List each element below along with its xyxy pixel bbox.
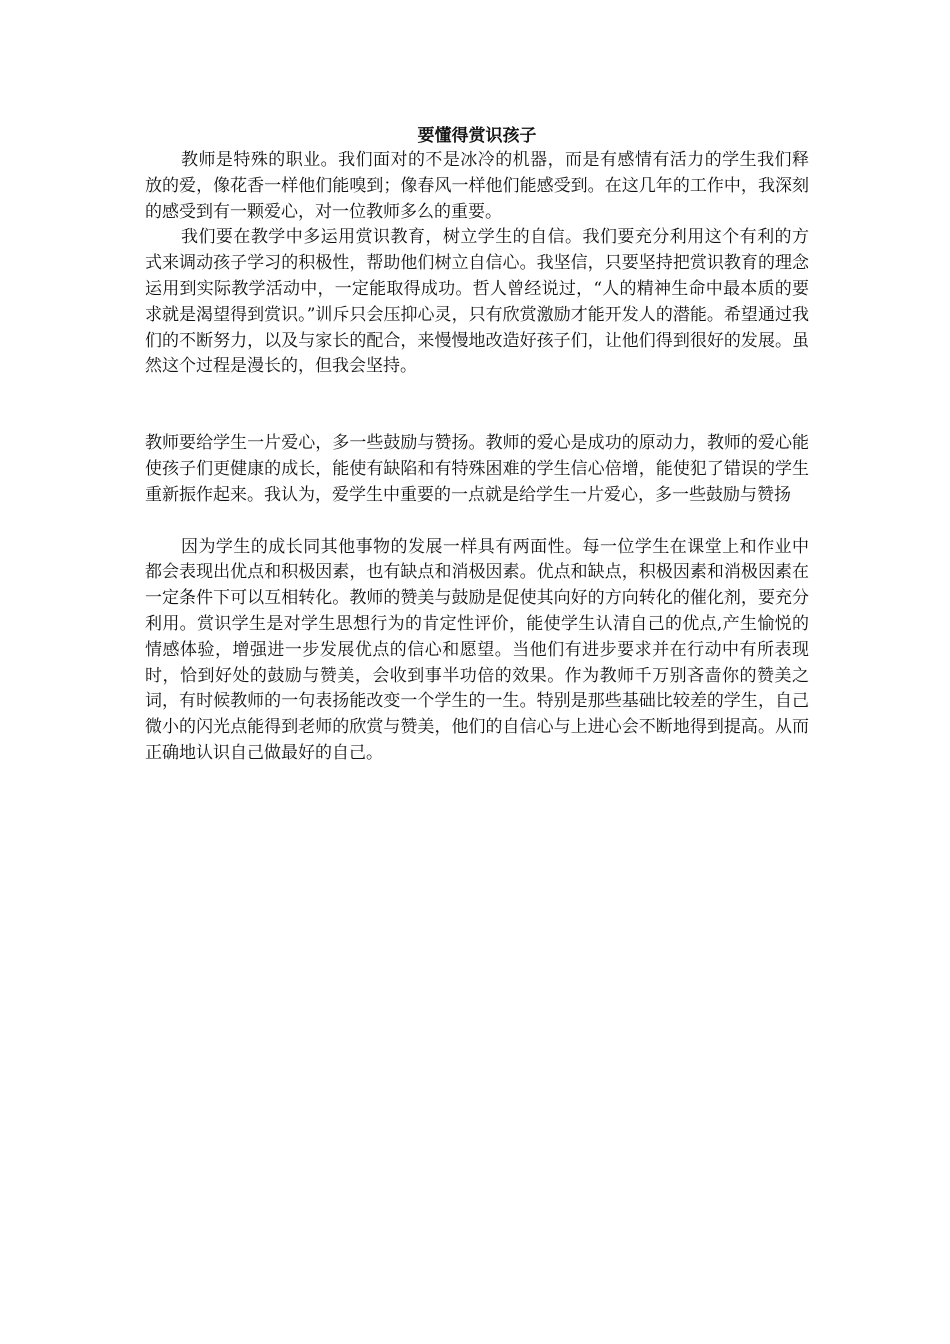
paragraph-4: 因为学生的成长同其他事物的发展一样具有两面性。每一位学生在课堂上和作业中都会表现出优点和积极因素，也有缺点和消极因素。优点和缺点，积极因素和消极因素在一定条件下可以互相转化。教师的赞美与鼓励是促使其向好的方向转化的催化剂，要充分利用。赏识学生是对学生思想行为的肯定性评价，能使学生认清自己的优点,产生愉悦的情感体验，增强进一步发展优点的信心和愿望。当他们有进步要求并在行动中有所表现时，恰到好处的鼓励与赞美，会收到事半功倍的效果。作为教师千万别吝啬你的赞美之词，有时候教师的一句表扬能改变一个学生的一生。特别是那些基础比较差的学生，自己微小的闪光点能得到老师的欣赏与赞美，他们的自信心与上进心会不断地得到提高。从而正确地认识自己做最好的自己。 — [145, 536, 809, 763]
document-title: 要懂得赏识孩子 — [417, 126, 537, 146]
paragraph-2: 我们要在教学中多运用赏识教育，树立学生的自信。我们要充分利用这个有利的方式来调动孩子学习的积极性，帮助他们树立自信心。我坚信，只要坚持把赏识教育的理念运用到实际教学活动中，一定能取得成功。哲人曾经说过，“人的精神生命中最本质的要求就是渴望得到赏识。”训斥只会压抑心灵，只有欣赏激励才能开发人的潜能。希望通过我们的不断努力，以及与家长的配合，来慢慢地改造好孩子们，让他们得到很好的发展。虽然这个过程是漫长的，但我会坚持。 — [145, 227, 809, 377]
paragraph-1: 教师是特殊的职业。我们面对的不是冰冷的机器，而是有感情有活力的学生我们释放的爱，像花香一样他们能嗅到；像春风一样他们能感受到。在这几年的工作中，我深刻的感受到有一颗爱心，对一位教师多么的重要。 — [145, 150, 809, 222]
blank-spacer — [145, 380, 809, 431]
blank-spacer — [145, 509, 809, 535]
paragraph-3: 教师要给学生一片爱心，多一些鼓励与赞扬。教师的爱心是成功的原动力，教师的爱心能使孩子们更健康的成长，能使有缺陷和有特殊困难的学生信心倍增，能使犯了错误的学生重新振作起来。我认为，爱学生中重要的一点就是给学生一片爱心，多一些鼓励与赞扬 — [145, 433, 809, 505]
document-body — [145, 124, 809, 767]
